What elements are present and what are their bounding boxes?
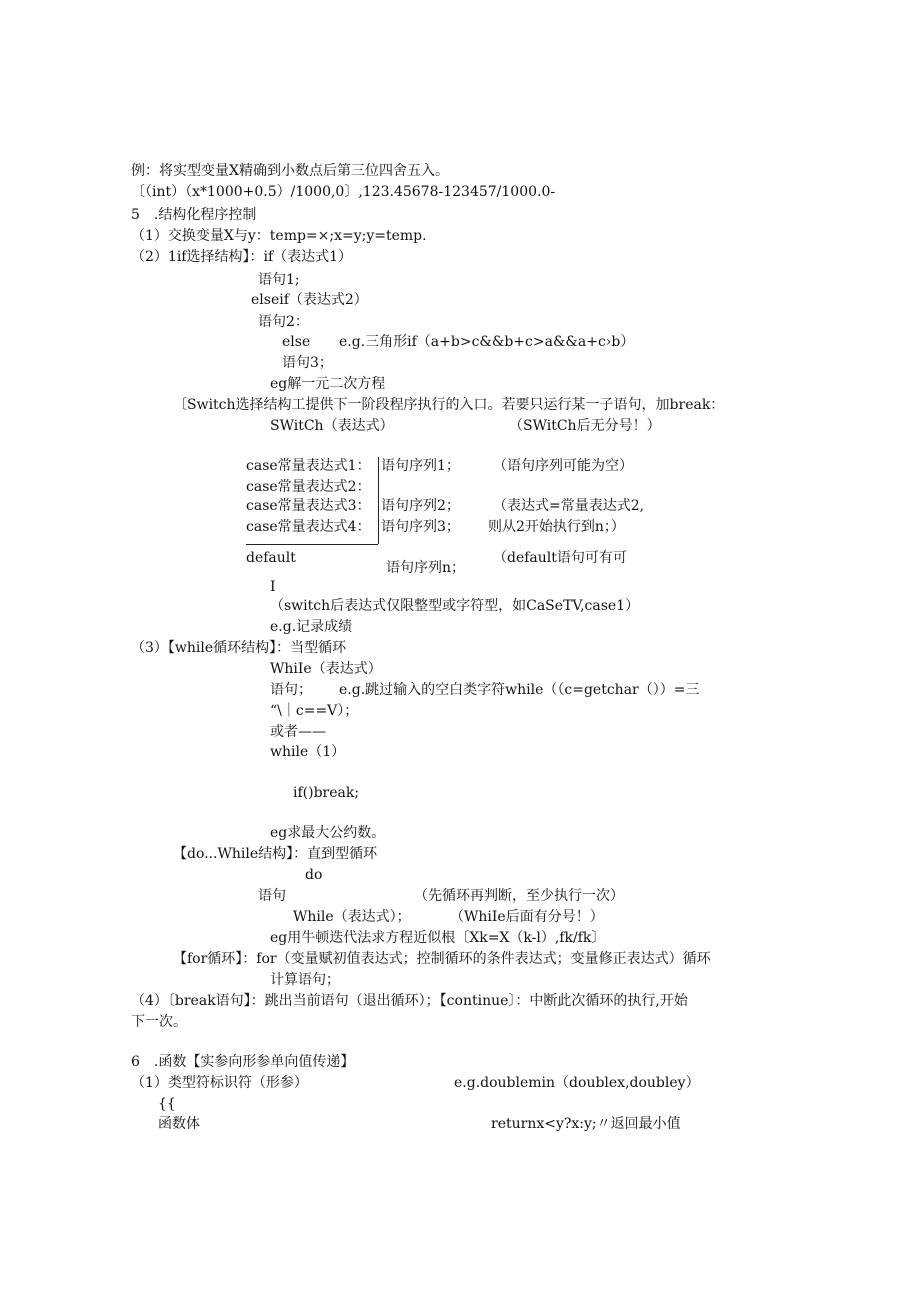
text-line: 〔Switch选择结构工提供下一阶段程序执行的入口。若要只运行某一子语句，加break： (173, 397, 725, 413)
text-line: 【for循环】：for（变量赋初值表达式；控制循环的条件表达式；变量修正表达式）循环 (173, 951, 711, 967)
case-label: case常量表达式2： (246, 479, 371, 495)
code-line: SWitCh（表达式） (270, 418, 394, 434)
code-line: WhiIe（表达式） (270, 661, 382, 677)
code-line: {{ (158, 1096, 176, 1112)
text-line: （3）【while循环结构】：当型循环 (131, 640, 347, 656)
text-line: 例：将实型变量X精确到小数点后第三位四舍五入。 (131, 163, 449, 179)
example-line: eg解一元二次方程 (270, 376, 386, 392)
statement-sequence: 语句序列1； (381, 458, 460, 474)
code-line: elseif（表达式2） (251, 292, 368, 308)
code-line: While（表达式）； (293, 909, 411, 925)
case-label: default (246, 550, 296, 566)
case-label: case常量表达式3： (246, 498, 371, 514)
code-line: “\｜c==V）； (270, 703, 359, 719)
example-line: eg求最大公约数。 (270, 825, 386, 841)
code-line: else (282, 334, 311, 350)
example-line: e.g.记录成绩 (270, 619, 353, 635)
code-line: 语句2： (258, 314, 309, 330)
note-line: （WhiIe后面有分号！） (450, 909, 604, 925)
case-label: case常量表达式1： (246, 458, 371, 474)
code-line: 函数体 (158, 1116, 200, 1132)
statement-sequence: 语句序列n； (386, 560, 466, 576)
text-line: （4）〔break语句】：跳出当前语句（退出循环）；【continue〕：中断此次循环的执行,开始 (131, 993, 688, 1009)
note-line: （表达式=常量表达式2, (493, 498, 645, 514)
code-line: 语句1; (258, 272, 300, 288)
bracket-horizontal-rule (246, 544, 378, 545)
example-line: eg用牛顿迭代法求方程近似根〔Xk=X（k-l）,fk/fk〕 (270, 930, 606, 946)
text-line: 下一次。 (131, 1014, 187, 1030)
code-line: 语句3； (282, 355, 333, 371)
example-line: e.g.doublemin（doublex,doubley） (454, 1075, 700, 1091)
text-line: 〔（int）（x*1000+0.5）/1000,0〕,123.45678-123457/1000.0- (131, 184, 556, 200)
text-line: 计算语句； (270, 972, 340, 988)
note-line: （default语句可有可 (493, 550, 627, 566)
text-line: 【do...While结构】：直到型循环 (173, 846, 378, 862)
note-line: （先循环再判断，至少执行一次） (414, 888, 624, 904)
text-line: 或者—— (270, 724, 326, 740)
text-line: （1）交换变量X与y：temp=×;x=y;y=temp. (131, 228, 427, 244)
note-line: （语句序列可能为空） (493, 458, 633, 474)
statement-sequence: 语句序列2； (381, 498, 460, 514)
code-line: 语句 (258, 888, 286, 904)
code-line: returnx<y?x:y;〃返回最小值 (491, 1116, 681, 1132)
code-line: while（1） (270, 744, 346, 760)
bracket-vertical-rule (378, 457, 379, 544)
note-line: 则从2开始执行到n；） (488, 519, 625, 535)
section-heading: 6 .函数【实参向形参单向值传递】 (131, 1054, 355, 1070)
example-line: e.g.三角形if（a+b>c&&b+c>a&&a+c›b） (339, 334, 635, 350)
case-label: case常量表达式4： (246, 519, 371, 535)
text-line: （2）1if选择结构】：if（表达式1） (131, 249, 353, 265)
statement-sequence: 语句序列3； (381, 519, 460, 535)
note-line: （SWitCh后无分号！） (509, 418, 661, 434)
code-line: 语句； (270, 682, 312, 698)
code-line: do (305, 867, 323, 883)
section-heading: 5 .结构化程序控制 (131, 207, 257, 223)
note-line: （switch后表达式仅限整型或字符型，如CaSeTV,case1） (270, 598, 640, 614)
text-line: I (270, 579, 276, 595)
example-line: e.g.跳过输入的空白类字符while（（c=getchar（））=三 (339, 682, 700, 698)
code-line: if()break; (293, 785, 360, 801)
text-line: （1）类型符标识符（形参） (131, 1075, 308, 1091)
